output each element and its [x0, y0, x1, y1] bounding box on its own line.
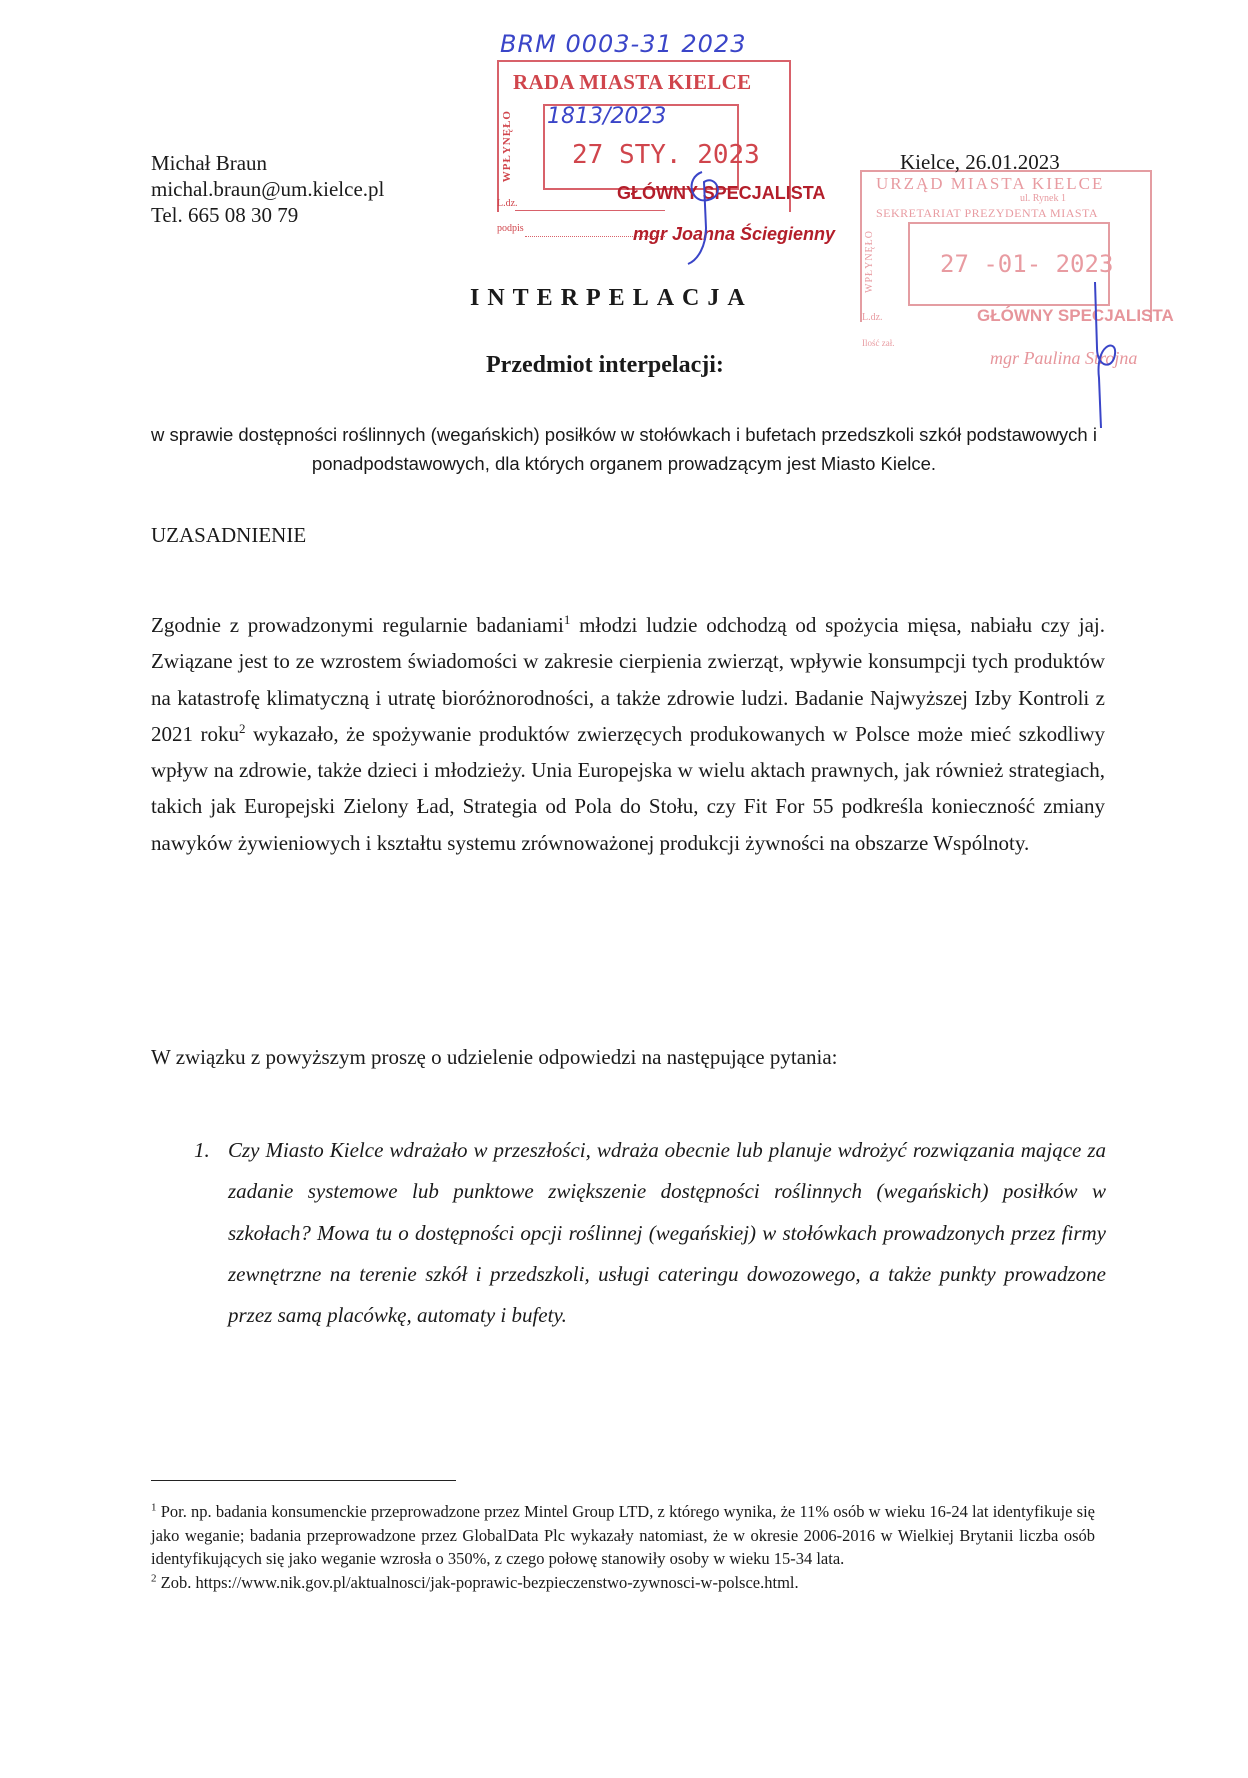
place-date: Kielce, 26.01.2023 — [900, 150, 1060, 174]
footnote-number: 2 — [151, 1572, 157, 1585]
footnote-text: Por. np. badania konsumenckie przeprowadzone przez Mintel Group LTD, z którego wynika, że 11% osób w wieku 16-24 lat identyfikuje się jako weganie; badania przeprowadzone przez GlobalData Plc wykazały natomiast, że w okresie 2006-2016 w Wielkiej Brytanii liczba osób identyfikujących się jako weganie wzrosła o 350%, z czego połowę stanowiły osoby w wieku 15-34 lata. — [151, 1502, 1095, 1569]
sender-name: Michał Braun — [151, 151, 268, 175]
lead-in-text: W związku z powyższym proszę o udzielenie odpowiedzi na następujące pytania: — [151, 1045, 838, 1069]
footnote-ref: 1 — [563, 612, 571, 627]
signer-title: GŁÓWNY SPECJALISTA — [977, 306, 1174, 325]
footnotes — [151, 1500, 1095, 1594]
stamp-org: RADA MIASTA KIELCE — [513, 70, 752, 94]
council-received-stamp — [497, 60, 789, 240]
document-title: INTERPELACJA — [470, 285, 753, 311]
received-number: 1813/2023 — [547, 104, 667, 129]
question-number: 1. — [194, 1138, 210, 1162]
sender-email: michal.braun@um.kielce.pl — [151, 177, 385, 201]
stamp-line — [515, 210, 665, 211]
subject-heading: Przedmiot interpelacji: — [486, 352, 724, 378]
stamp-date: 27 -01- 2023 — [940, 250, 1114, 278]
stamp-ldz-label: L.dz. — [497, 198, 518, 209]
signer-name: mgr Joanna Ściegienny — [633, 224, 836, 244]
footnote-divider — [151, 1480, 456, 1481]
stamp-podpis-label: podpis — [497, 223, 524, 234]
signer-title: GŁÓWNY SPECJALISTA — [617, 183, 826, 203]
stamp-date: 27 STY. 2023 — [572, 140, 760, 170]
body-text: wykazało, że spożywanie produktów zwierzęcych produkowanych w Polsce może mieć szkodliwy wpływ na zdrowie, także dzieci i młodzieży. Unia Europejska w wielu aktach prawnych, jak również strategiach, takich jak Europejski Zielony Ład, Strategia od Pola do Stołu, czy Fit For 55 podkreśla konieczność zmiany nawyków żywieniowych i kształtu systemu zrównoważonej produkcji żywności na obszarze Wspólnoty. — [151, 721, 1105, 855]
stamp-received-label: WPŁYNĘŁO — [501, 110, 513, 183]
sender-block — [151, 150, 384, 228]
body-text: młodzi ludzie odchodzą od spożycia mięsa, nabiału czy jaj. Związane jest to ze wzrostem świadomości w zakresie cierpienia zwierząt, wpływie konsumpcji tych produktów na katastrofę klimatyczną i utratę bioróżnorodności, a także zdrowie ludzi. Badanie Najwyższej Izby Kontroli z 2021 roku — [151, 613, 1105, 746]
registry-number: BRM 0003-31 2023 — [500, 30, 747, 58]
stamp-received-label: WPŁYNĘŁO — [864, 230, 875, 293]
signature-scribble-icon — [680, 168, 740, 268]
footnote-ref: 2 — [238, 720, 246, 736]
body-text: Zgodnie z prowadzonymi regularnie badaniami — [151, 613, 564, 637]
footnote-text: Zob. https://www.nik.gov.pl/aktualnosci/jak-poprawic-bezpieczenstwo-zywnosci-w-polsce.html. — [156, 1572, 799, 1592]
footnote-number: 1 — [151, 1501, 157, 1514]
footnote-item — [151, 1571, 1095, 1595]
signer-name: mgr Paulina Strojna — [990, 348, 1138, 368]
question-text: Czy Miasto Kielce wdrażało w przeszłości, wdraża obecnie lub planuje wdrożyć rozwiązania mające za zadanie systemowe lub punktowe zwiększenie dostępności roślinnych (wegańskich) posiłków w szkołach? Mowa tu o dostępności opcji roślinnej (wegańskiej) w stołówkach prowadzonych przez firmy zewnętrzne na terenie szkół i przedszkoli, usługi cateringu dowozowego, a także punkty prowadzone przez samą placówkę, automaty i bufety. — [228, 1138, 1106, 1328]
signature-scribble-icon — [1075, 278, 1135, 438]
stamp-attachments-label: Ilość zał. — [862, 338, 895, 348]
section-heading: UZASADNIENIE — [151, 523, 307, 547]
justification-paragraph — [151, 607, 1105, 861]
stamp-org: URZĄD MIASTA KIELCE — [876, 174, 1105, 193]
sender-phone: Tel. 665 08 30 79 — [151, 203, 299, 227]
footnote-item — [151, 1500, 1095, 1571]
stamp-street: ul. Rynek 1 — [1020, 193, 1066, 204]
subject-text: w sprawie dostępności roślinnych (wegańskich) posiłków w stołówkach i bufetach przedszkoli szkół podstawowych i ponadpodstawowych, dla których organem prowadzącym jest Miasto Kielce. — [151, 424, 1097, 474]
stamp-dept: SEKRETARIAT PREZYDENTA MIASTA — [876, 206, 1099, 220]
stamp-ldz-label: L.dz. — [862, 312, 883, 323]
